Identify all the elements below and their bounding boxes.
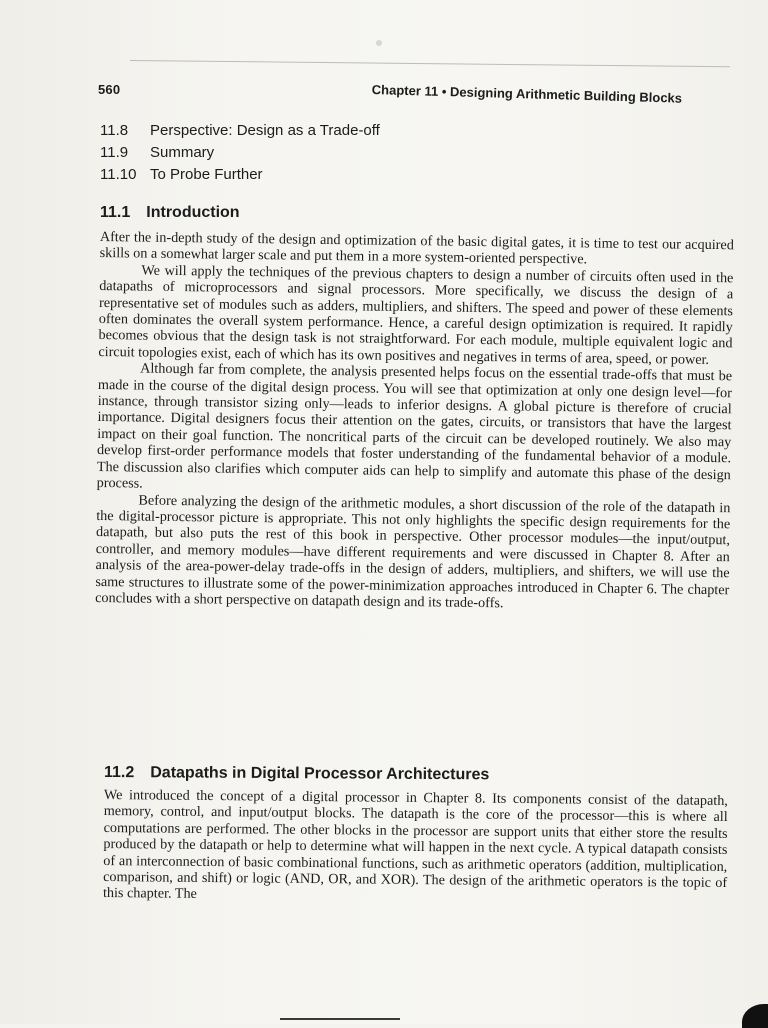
toc-item-number: 11.10 bbox=[100, 166, 137, 183]
toc-item-number: 11.8 bbox=[100, 122, 129, 139]
section-heading-introduction bbox=[100, 204, 240, 222]
datapaths-body bbox=[103, 787, 728, 908]
toc-item bbox=[100, 142, 380, 164]
section-title: Introduction bbox=[146, 204, 240, 221]
running-head: Chapter 11 • Designing Arithmetic Building Blocks bbox=[371, 82, 683, 106]
toc-item bbox=[100, 120, 380, 142]
section-heading-datapaths bbox=[104, 764, 489, 784]
page-corner-shadow bbox=[742, 1004, 768, 1028]
toc-item-title: Perspective: Design as a Trade-off bbox=[150, 122, 380, 139]
page-blemish bbox=[376, 40, 382, 46]
paragraph: After the in-depth study of the design and optimization of the basic digital gates, it is time to test our acquired skills on a somewhat larger scale and put them in a more system-oriented perspective. bbox=[99, 229, 734, 268]
toc-list bbox=[100, 120, 380, 186]
toc-item-number: 11.9 bbox=[100, 144, 129, 161]
page-header bbox=[98, 78, 738, 118]
section-number: 11.1 bbox=[100, 204, 131, 221]
paragraph: Although far from complete, the analysis presented helps focus on the essential trade-offs that must be made in the course of the digital design process. You will see that optimization at only one design level—for instance, through transistor sizing only—leads to inferior designs. A global picture is therefore of crucial importance. Digital designers focus their attention on the gates, circuits, or transistors that have the largest impact on their goal function. The noncritical parts of the circuit can be developed routinely. We also may develop first-order performance models that foster understanding of the fundamental behavior of a module. The discussion also clarifies which computer aids can help to simplify and automate this phase of the design process. bbox=[96, 360, 733, 492]
paragraph: We will apply the techniques of the previous chapters to design a number of circuits often used in the datapaths of microprocessors and signal processors. More specifically, we discuss the design of a representative set of modules such as adders, multipliers, and shifters. The speed and power of these elements often dominates the overall system performance. Hence, a careful design optimization is required. It rapidly becomes obvious that the design task is not straightforward. For each module, multiple equivalent logic and circuit topologies exist, each of which has its own positives and negatives in terms of area, speed, or power. bbox=[98, 262, 734, 368]
toc-item bbox=[100, 164, 380, 186]
introduction-body bbox=[95, 229, 734, 615]
header-rule bbox=[130, 60, 730, 67]
toc-item-title: To Probe Further bbox=[150, 166, 263, 183]
section-title: Datapaths in Digital Processor Architectures bbox=[150, 764, 490, 784]
toc-item-title: Summary bbox=[150, 144, 215, 161]
paragraph: We introduced the concept of a digital processor in Chapter 8. Its components consist of the datapath, memory, control, and input/output blocks. The datapath is the core of the processor—this is where all computations are performed. The other blocks in the processor are support units that either store the results produced by the datapath or help to determine what will happen in the next cycle. A typical datapath consists of an interconnection of basic combinational functions, such as arithmetic operators (addition, multiplication, comparison, and shift) or logic (AND, OR, and XOR). The design of the arithmetic operators is the topic of this chapter. The bbox=[102, 787, 728, 903]
section-number: 11.2 bbox=[103, 764, 135, 782]
page-edge-shadow bbox=[280, 1018, 400, 1020]
page-number: 560 bbox=[98, 82, 121, 97]
paragraph: Before analyzing the design of the arithmetic modules, a short discussion of the role of the datapath in the digital-processor picture is appropriate. This not only highlights the specific design requirements for the datapath, but also puts the rest of this book in perspective. Other processor modules—the input/output, controller, and memory modules—have different requirements and were discussed in Chapter 8. After an analysis of the area-power-delay trade-offs in the design of adders, multipliers, and shifters, we will use the same structures to illustrate some of the power-minimization approaches introduced in Chapter 6. The chapter concludes with a short perspective on datapath design and its trade-offs. bbox=[95, 492, 731, 612]
